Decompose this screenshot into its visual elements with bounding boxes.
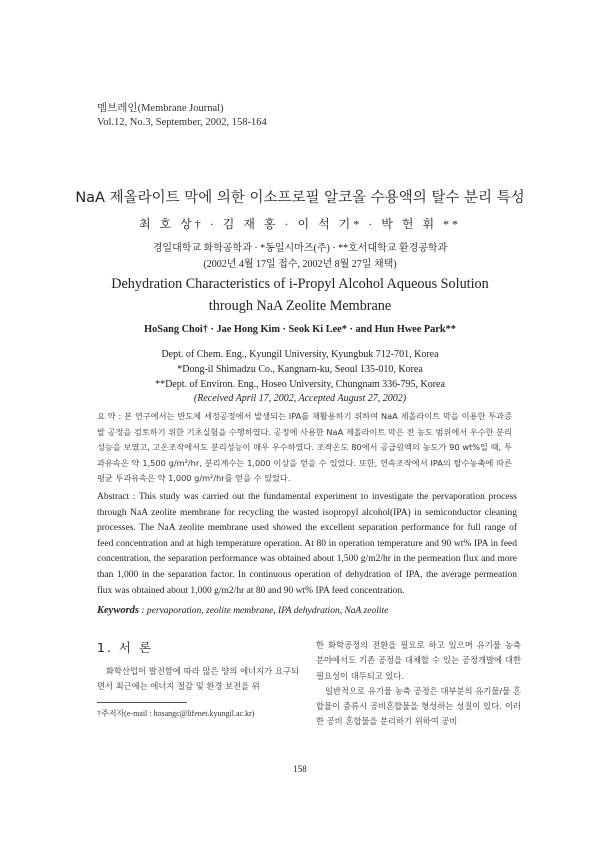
abstract-label: Abstract xyxy=(97,492,130,502)
page-number: 158 xyxy=(293,764,307,774)
dates-korean: (2002년 4월 17일 접수, 2002년 8월 27일 채택) xyxy=(203,259,397,270)
title-english-line2: through NaA Zeolite Membrane xyxy=(208,298,392,314)
title-korean: NaA 제올라이트 막에 의한 이소프로필 알코올 수용액의 탈수 분리 특성 xyxy=(75,190,525,206)
keywords xyxy=(97,605,388,616)
journal-name: 멤브레인(Membrane Journal) xyxy=(97,103,224,114)
right-column xyxy=(316,638,521,730)
received-dates: (Received April 17, 2002, Accepted August 27, 2002) xyxy=(193,393,407,404)
authors-korean: 최 호 상† · 김 재 홍 · 이 석 기* · 박 헌 휘 ** xyxy=(138,217,462,231)
section-heading: 1. 서 론 xyxy=(97,640,154,655)
journal-volume: Vol.12, No.3, September, 2002, 158-164 xyxy=(97,117,267,128)
footnote: †주저자(e-mail : hosangc@lifenet.kyungil.ac.kr) xyxy=(97,709,255,718)
affiliation-korean: 경일대학교 화학공학과 · *동일시마즈(주) · **호서대학교 환경공학과 xyxy=(152,243,448,254)
footnote-divider xyxy=(97,702,187,703)
keywords-label: Keywords xyxy=(97,605,139,616)
left-column-text: 화학산업이 발전함에 따라 많은 양의 에너지가 요구되면서 최근에는 에너지 절감 및 환경 보전을 위 xyxy=(97,666,299,692)
abstract-text: : This study was carried out the fundamental experiment to investigate the pervaporation process through NaA zeolite membrane for recycling the wasted isopropyl alcohol(IPA) in semiconductor cleaning processes. The NaA zeolite membrane used showed the excellent separation performance for full range of feed concentration and at high temperature operation. At 80 in operation temperature and 90 wt% IPA in feed concentration, the separation performance was obtained about 1,500 g/m2/hr in the permeation flux and more than 1,000 in the separation factor. In continuous operation of dehydration of IPA, the average permeation flux was obtained about 1,000 g/m2/hr at 80 and 90 wt% IPA feed concentration. xyxy=(97,492,517,596)
keywords-text: : pervaporation, zeolite membrane, IPA dehydration, NaA zeolite xyxy=(139,606,389,616)
abstract-english xyxy=(97,490,517,599)
affiliation-english-1: Dept. of Chem. Eng., Kyungil University, Kyungbuk 712-701, Korea xyxy=(161,349,439,360)
authors-english: HoSang Choi† · Jae Hong Kim · Seok Ki Lee* · and Hun Hwee Park** xyxy=(144,324,456,335)
affiliation-english-2: *Dong-il Shimadzu Co., Kangnam-ku, Seoul 135-010, Korea xyxy=(177,364,423,375)
title-english-line1: Dehydration Characteristics of i-Propyl Alcohol Aqueous Solution xyxy=(111,276,489,292)
right-column-paragraph-2: 일반적으로 유기물 농축 공정은 대부분의 유기물/물 혼합물이 증류시 공비혼합물을 형성하는 성질이 있다. 이러한 공비 혼합물을 분리하기 위하여 공비 xyxy=(316,685,521,727)
abstract-korean: 요 약 : 본 연구에서는 반도체 세정공정에서 발생되는 IPA를 재활용하기 위하여 NaA 제올라이트 막을 이용한 투과증발 공정을 검토하기 위한 기초실험을 수행하였다. 공정에 사용한 NaA 제올라이트 막은 전 농도 범위에서 우수한 분리성능을 보였고, 고온조작에서도 분리성능이 매우 우수하였다. 조작온도 80에서 공급원액의 농도가 90 wt%일 때, 투과유속은 약 1,500 g/m²/hr, 분리계수는 1,000 이상을 얻을 수 있었다. 또한, 연속조작에서 IPA의 탈수농축에 따른 평균 투과유속은 약 1,000 g/m²/hr를 얻을 수 있었다. xyxy=(97,411,512,484)
affiliation-english-3: **Dept. of Environ. Eng., Hoseo University, Chungnam 336-795, Korea xyxy=(155,379,445,390)
right-column-paragraph-1: 한 화학공정의 전환을 필요로 하고 있으며 유기물 농축 분야에서도 기존 공정을 대체할 수 있는 공정개발에 대한 필요성이 대두되고 있다. xyxy=(316,640,521,681)
